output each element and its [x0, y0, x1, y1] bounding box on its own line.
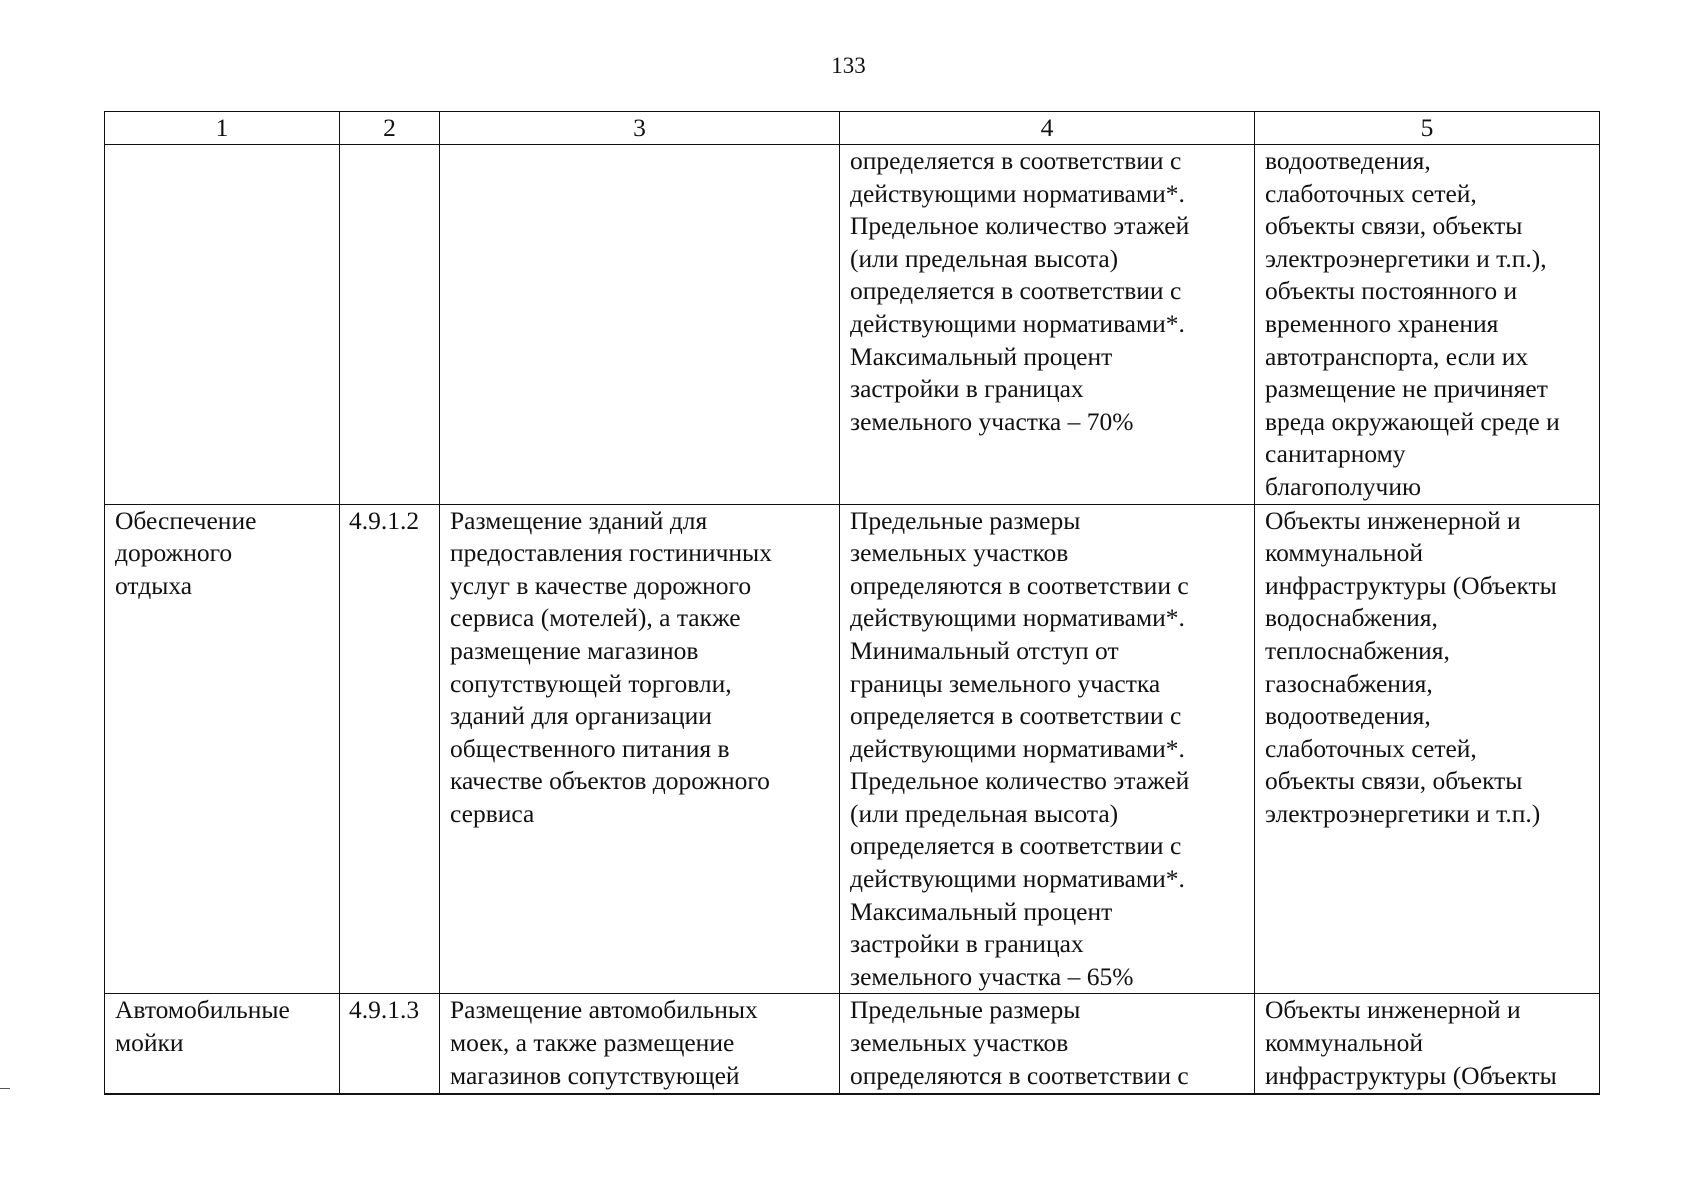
- cell-text-line: Объекты инженерной и: [1265, 505, 1521, 535]
- cell-text-line: определяются в соответствии с: [850, 570, 1189, 600]
- column-header: 4: [840, 112, 1255, 145]
- cell-text-line: моек, а также размещение: [450, 1028, 735, 1058]
- cell-description: [440, 145, 840, 505]
- cell-description: [440, 994, 840, 1095]
- cell-text-line: мойки: [115, 1028, 184, 1058]
- cell-text-line: зданий для организации: [450, 701, 712, 731]
- cell-parameters: [840, 504, 1255, 994]
- cell-auxiliary-uses: [1255, 504, 1600, 994]
- cell-text-line: объекты связи, объекты: [1265, 211, 1523, 241]
- cell-text-line: Предельные размеры: [850, 505, 1081, 535]
- cell-text-line: временного хранения: [1265, 308, 1499, 338]
- cell-text-line: водоснабжения,: [1265, 603, 1438, 633]
- cell-description: [440, 504, 840, 994]
- cell-text-line: магазинов сопутствующей: [450, 1060, 740, 1090]
- cell-text-line: водоотведения,: [1265, 701, 1431, 731]
- cell-text-line: Размещение автомобильных: [450, 995, 758, 1025]
- table-row: [105, 145, 1600, 505]
- cell-text-line: определяется в соответствии с: [850, 276, 1182, 306]
- cell-text-line: вреда окружающей среде и: [1265, 406, 1560, 436]
- cell-text-line: Обеспечение: [115, 505, 257, 535]
- cell-text-line: размещение магазинов: [450, 635, 699, 665]
- cell-text-line: действующими нормативами*.: [850, 178, 1185, 208]
- column-header: 2: [340, 112, 440, 145]
- cell-text-line: инфраструктуры (Объекты: [1265, 570, 1557, 600]
- cell-text-line: санитарному: [1265, 439, 1406, 469]
- cell-text-line: земельного участка – 65%: [850, 961, 1134, 991]
- cell-use-code: [340, 504, 440, 994]
- cell-text-line: действующими нормативами*.: [850, 864, 1185, 894]
- cell-text-line: Автомобильные: [115, 995, 290, 1025]
- cell-text-line: сервиса: [450, 798, 535, 828]
- cell-text-line: действующими нормативами*.: [850, 733, 1185, 763]
- cell-text-line: определяется в соответствии с: [850, 701, 1182, 731]
- cell-text-line: Максимальный процент: [850, 896, 1113, 926]
- cell-text-line: определяются в соответствии с: [850, 1060, 1189, 1090]
- cell-text-line: автотранспорта, если их: [1265, 341, 1529, 371]
- scan-margin-mark: [0, 1088, 10, 1089]
- cell-text-line: теплоснабжения,: [1265, 635, 1450, 665]
- cell-text-line: газоснабжения,: [1265, 668, 1433, 698]
- table-header-row: [105, 112, 1600, 145]
- cell-text-line: дорожного: [115, 538, 233, 568]
- cell-text-line: границы земельного участка: [850, 668, 1161, 698]
- page-number: 133: [831, 53, 866, 78]
- cell-text-line: Максимальный процент: [850, 341, 1113, 371]
- cell-text-line: Предельные размеры: [850, 995, 1081, 1025]
- cell-text-line: Предельное количество этажей: [850, 211, 1190, 241]
- regulations-table: [104, 111, 1600, 1095]
- cell-text-line: Объекты инженерной и: [1265, 995, 1521, 1025]
- cell-text-line: (или предельная высота): [850, 798, 1119, 828]
- cell-use-name: [105, 994, 340, 1095]
- cell-use-name: [105, 504, 340, 994]
- cell-text-line: Размещение зданий для: [450, 505, 708, 535]
- cell-text-line: электроэнергетики и т.п.): [1265, 798, 1541, 828]
- cell-text-line: Минимальный отступ от: [850, 635, 1119, 665]
- cell-text-line: определяется в соответствии с: [850, 146, 1182, 175]
- table-row: [105, 994, 1600, 1095]
- column-header: 5: [1255, 112, 1600, 145]
- cell-use-code: [340, 145, 440, 505]
- cell-text-line: водоотведения,: [1265, 146, 1431, 175]
- cell-text-line: действующими нормативами*.: [850, 603, 1185, 633]
- cell-text-line: сервиса (мотелей), а также: [450, 603, 741, 633]
- cell-text-line: электроэнергетики и т.п.),: [1265, 243, 1547, 273]
- cell-text-line: коммунальной: [1265, 1028, 1423, 1058]
- cell-text-line: общественного питания в: [450, 733, 730, 763]
- cell-text-line: отдыха: [115, 570, 193, 600]
- cell-text-line: слаботочных сетей,: [1265, 733, 1477, 763]
- table-row: [105, 504, 1600, 994]
- cell-text-line: объекты связи, объекты: [1265, 766, 1523, 796]
- cell-text-line: определяется в соответствии с: [850, 831, 1182, 861]
- cell-text-line: 4.9.1.2: [349, 505, 420, 535]
- cell-text-line: сопутствующей торговли,: [450, 668, 732, 698]
- cell-auxiliary-uses: [1255, 145, 1600, 505]
- cell-text-line: Предельное количество этажей: [850, 766, 1190, 796]
- cell-text-line: объекты постоянного и: [1265, 276, 1518, 306]
- cell-text-line: земельных участков: [850, 1028, 1069, 1058]
- cell-text-line: земельных участков: [850, 538, 1069, 568]
- cell-use-name: [105, 145, 340, 505]
- cell-use-code: [340, 994, 440, 1095]
- cell-text-line: предоставления гостиничных: [450, 538, 772, 568]
- cell-text-line: действующими нормативами*.: [850, 308, 1185, 338]
- cell-text-line: качестве объектов дорожного: [450, 766, 770, 796]
- cell-auxiliary-uses: [1255, 994, 1600, 1095]
- cell-text-line: земельного участка – 70%: [850, 406, 1134, 436]
- cell-text-line: инфраструктуры (Объекты: [1265, 1060, 1557, 1090]
- cell-text-line: услуг в качестве дорожного: [450, 570, 752, 600]
- cell-text-line: (или предельная высота): [850, 243, 1119, 273]
- cell-text-line: застройки в границах: [850, 929, 1084, 959]
- cell-text-line: застройки в границах: [850, 374, 1084, 404]
- cell-text-line: коммунальной: [1265, 538, 1423, 568]
- cell-text-line: благополучию: [1265, 471, 1422, 501]
- cell-parameters: [840, 994, 1255, 1095]
- column-header: 3: [440, 112, 840, 145]
- column-header: 1: [105, 112, 340, 145]
- cell-text-line: слаботочных сетей,: [1265, 178, 1477, 208]
- cell-text-line: 4.9.1.3: [349, 995, 420, 1025]
- cell-text-line: размещение не причиняет: [1265, 374, 1548, 404]
- cell-parameters: [840, 145, 1255, 505]
